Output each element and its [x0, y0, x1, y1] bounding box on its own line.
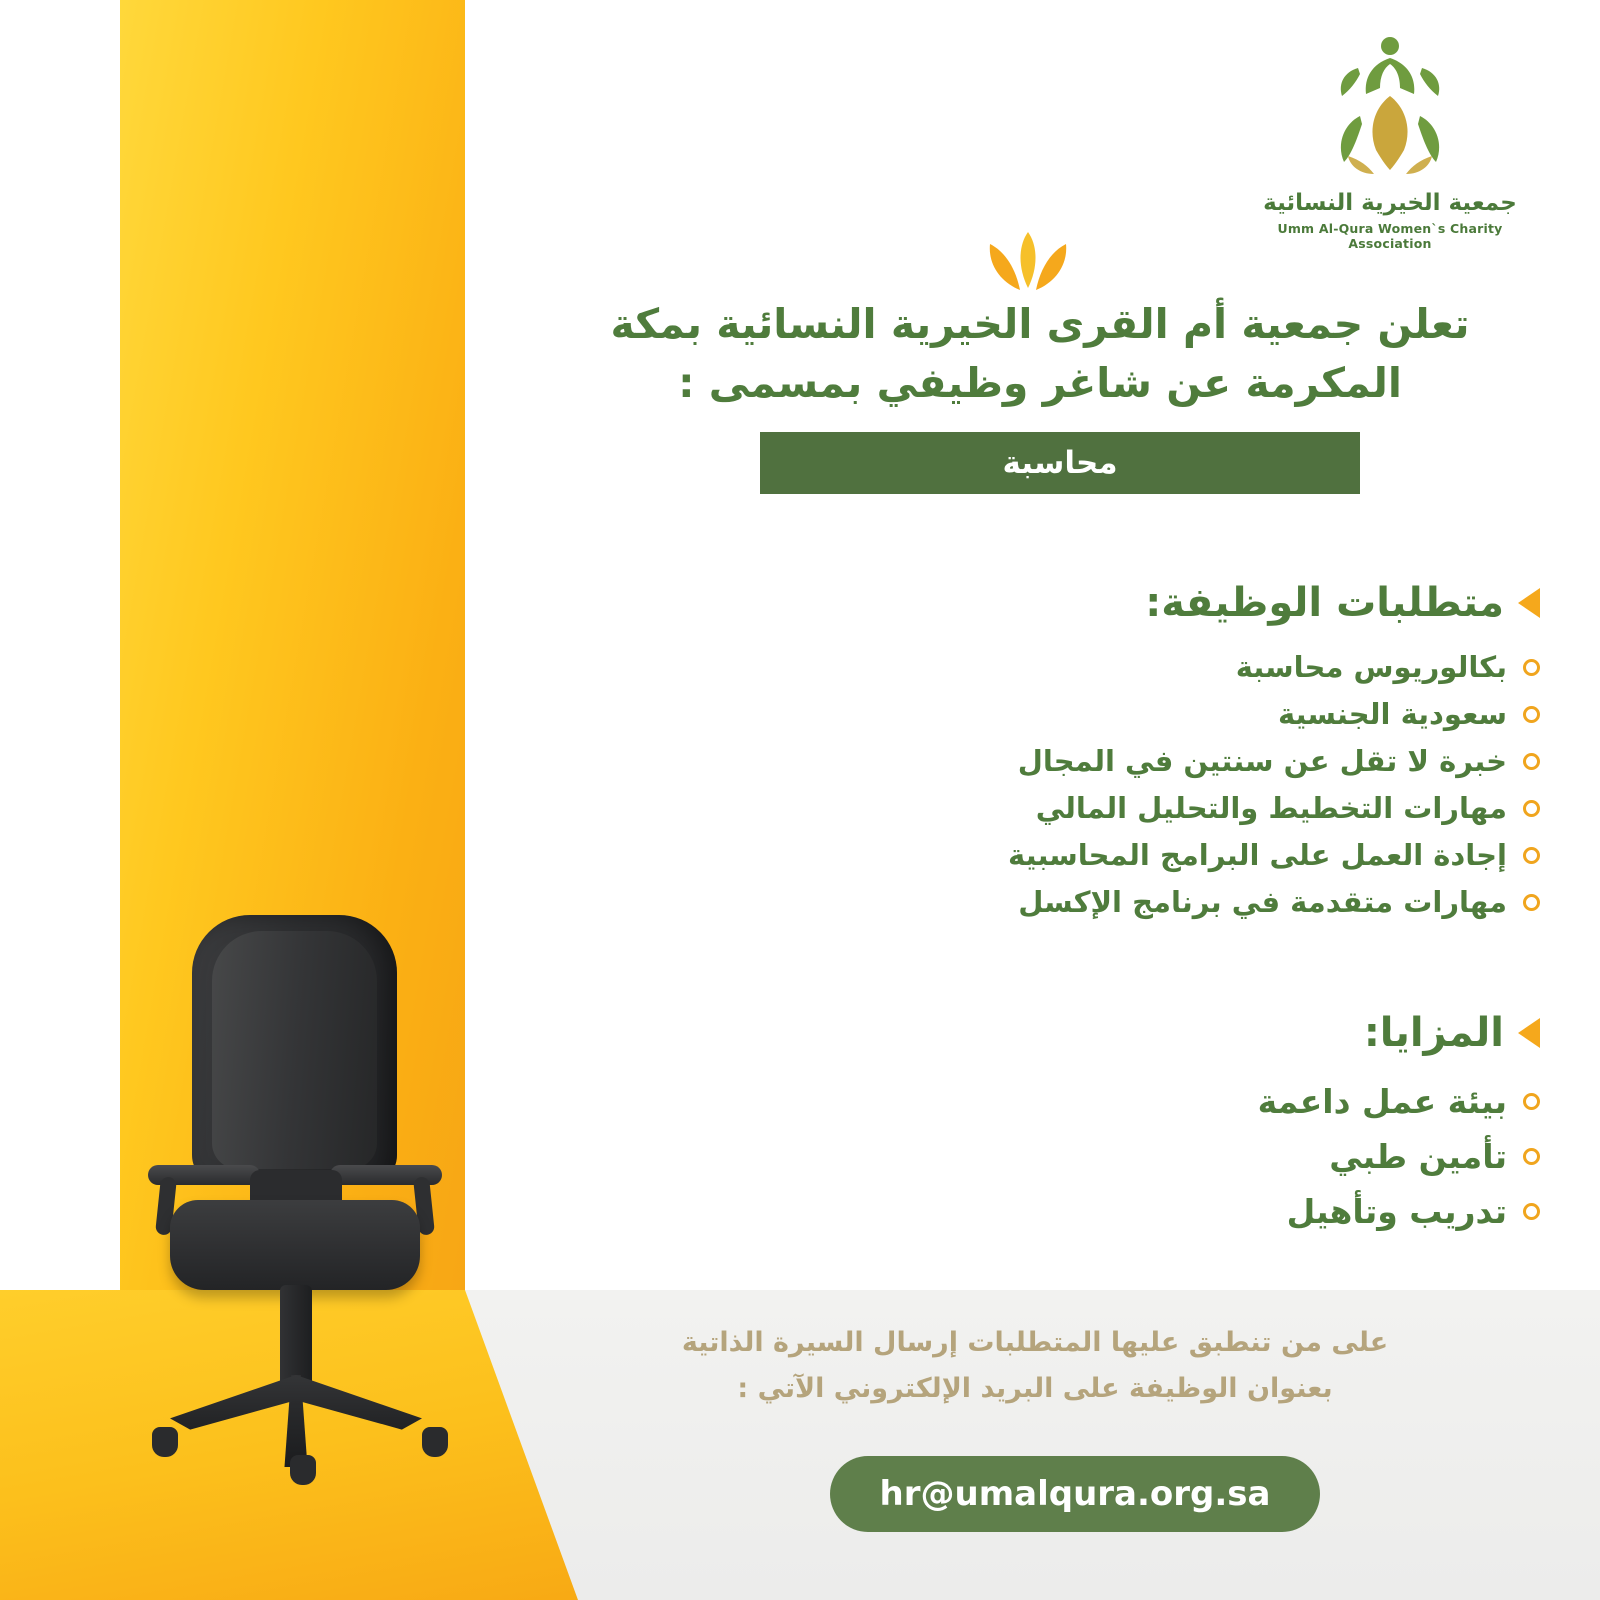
section-requirements: [530, 580, 1540, 926]
circle-bullet-icon: [1523, 659, 1540, 676]
list-item: [530, 691, 1540, 738]
organization-logo: [1240, 24, 1540, 251]
instructions-line-2: بعنوان الوظيفة على البريد الإلكتروني الآتي :: [737, 1372, 1333, 1404]
requirements-heading-text: متطلبات الوظيفة:: [1145, 580, 1504, 626]
triangle-marker-icon: [1518, 1018, 1540, 1048]
umm-alqura-logo-icon: [1240, 24, 1540, 184]
circle-bullet-icon: [1523, 847, 1540, 864]
job-title-badge: [760, 432, 1360, 494]
list-item-label: بكالوريوس محاسبة: [1235, 650, 1507, 684]
contact-email-text: hr@umalqura.org.sa: [879, 1474, 1271, 1514]
list-item-label: بيئة عمل داعمة: [1257, 1082, 1507, 1121]
contact-email-badge[interactable]: [830, 1456, 1320, 1532]
circle-bullet-icon: [1523, 800, 1540, 817]
list-item: [530, 644, 1540, 691]
office-chair-illustration: [130, 915, 460, 1475]
three-leaves-icon: [968, 228, 1088, 298]
page-title: تعلن جمعية أم القرى الخيرية النسائية بمكة المكرمة عن شاغر وظيفي بمسمى :: [610, 300, 1470, 408]
list-item-label: تأمين طبي: [1329, 1137, 1507, 1176]
circle-bullet-icon: [1523, 894, 1540, 911]
circle-bullet-icon: [1523, 1093, 1540, 1110]
section-benefits: [530, 1010, 1540, 1239]
list-item: [530, 1184, 1540, 1239]
benefits-heading-text: المزايا:: [1363, 1010, 1504, 1056]
list-item: [530, 785, 1540, 832]
chair-seat: [170, 1200, 420, 1290]
chair-caster: [290, 1455, 316, 1485]
list-item-label: إجادة العمل على البرامج المحاسبية: [1008, 838, 1507, 872]
application-instructions: [530, 1320, 1540, 1412]
job-title-text: محاسبة: [1002, 445, 1118, 481]
requirements-heading: [530, 580, 1540, 626]
instructions-line-1: على من تنطبق عليها المتطلبات إرسال السيرة الذاتية: [681, 1327, 1389, 1358]
list-item-label: مهارات متقدمة في برنامج الإكسل: [1018, 885, 1507, 919]
chair-caster: [152, 1427, 178, 1457]
requirements-list: [530, 644, 1540, 926]
list-item: [530, 738, 1540, 785]
circle-bullet-icon: [1523, 706, 1540, 723]
list-item-label: تدريب وتأهيل: [1286, 1192, 1507, 1231]
list-item: [530, 1074, 1540, 1129]
circle-bullet-icon: [1523, 1148, 1540, 1165]
poster-content: [470, 0, 1600, 1600]
chair-caster: [422, 1427, 448, 1457]
list-item-label: سعودية الجنسية: [1277, 697, 1507, 731]
logo-name-arabic: جمعية الخيرية النسائية: [1263, 190, 1517, 216]
chair-backrest-inner: [212, 931, 377, 1169]
circle-bullet-icon: [1523, 1203, 1540, 1220]
list-item: [530, 879, 1540, 926]
list-item-label: خبرة لا تقل عن سنتين في المجال: [1017, 744, 1507, 778]
left-white-panel: [0, 0, 120, 1292]
list-item: [530, 1129, 1540, 1184]
list-item: [530, 832, 1540, 879]
list-item-label: مهارات التخطيط والتحليل المالي: [1035, 791, 1507, 825]
logo-name-english: Umm Al-Qura Women`s Charity Association: [1277, 221, 1503, 251]
circle-bullet-icon: [1523, 753, 1540, 770]
benefits-list: [530, 1074, 1540, 1239]
benefits-heading: [530, 1010, 1540, 1056]
triangle-marker-icon: [1518, 588, 1540, 618]
